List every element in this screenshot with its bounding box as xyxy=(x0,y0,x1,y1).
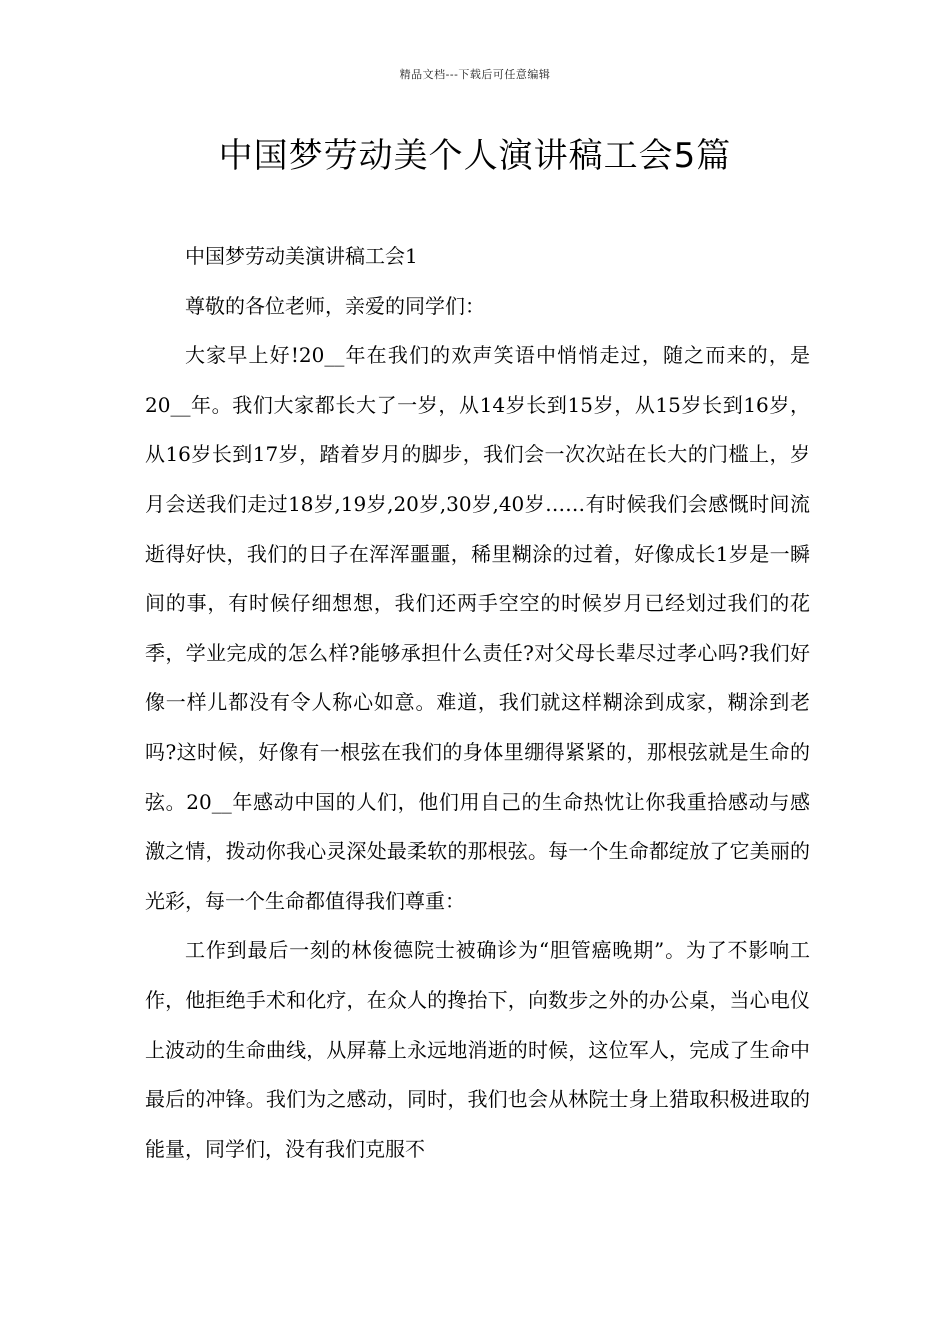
header-watermark: 精品文档---下载后可任意编辑 xyxy=(399,68,551,81)
document-body xyxy=(145,232,810,1174)
body-paragraph: 大家早上好!20__年在我们的欢声笑语中悄悄走过，随之而来的，是20__年。我们大家都长大了一岁，从14岁长到15岁，从15岁长到16岁，从16岁长到17岁，踏着岁月的脚步，我们会一次次站在长大的门槛上，岁月会送我们走过18岁,19岁,20岁,30岁,40岁……有时候我们会感慨时间流逝得好快，我们的日子在浑浑噩噩，稀里糊涂的过着，好像成长1岁是一瞬间的事，有时候仔细想想，我们还两手空空的时候岁月已经划过我们的花季，学业完成的怎么样?能够承担什么责任?对父母长辈尽过孝心吗?我们好像一样儿都没有令人称心如意。难道，我们就这样糊涂到成家，糊涂到老吗?这时候，好像有一根弦在我们的身体里绷得紧紧的，那根弦就是生命的弦。20__年感动中国的人们，他们用自己的生命热忱让你我重拾感动与感激之情，拨动你我心灵深处最柔软的那根弦。每一个生命都绽放了它美丽的光彩，每一个生命都值得我们尊重： xyxy=(145,343,810,913)
section-heading: 中国梦劳动美演讲稿工会1 xyxy=(185,244,418,268)
document-title: 中国梦劳动美个人演讲稿工会5篇 xyxy=(218,136,732,176)
body-paragraph: 工作到最后一刻的林俊德院士被确诊为“胆管癌晚期”。为了不影响工作，他拒绝手术和化疗，在众人的搀抬下，向数步之外的办公桌，当心电仪上波动的生命曲线，从屏幕上永远地消逝的时候，这位军人，完成了生命中最后的冲锋。我们为之感动，同时，我们也会从林院士身上猎取积极进取的能量，同学们，没有我们克服不 xyxy=(145,938,810,1161)
salutation: 尊敬的各位老师，亲爱的同学们： xyxy=(185,293,485,318)
